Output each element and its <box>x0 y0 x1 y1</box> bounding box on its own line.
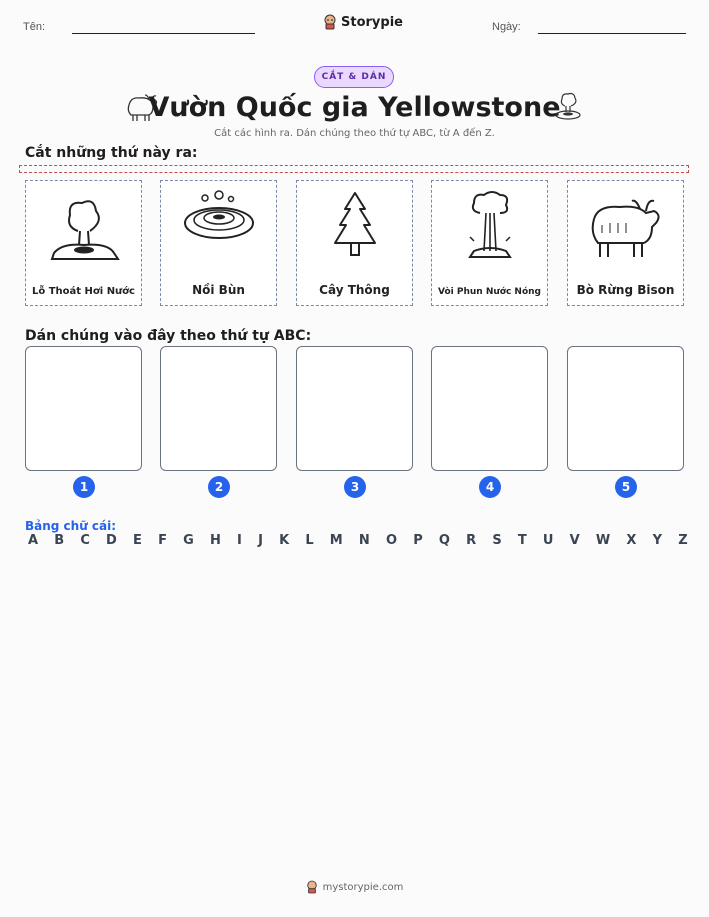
footer <box>0 880 709 894</box>
alphabet-letter: V <box>569 533 580 548</box>
order-number: 5 <box>615 476 637 498</box>
page-title: Vườn Quốc gia Yellowstone <box>148 92 561 123</box>
mud-pot-icon <box>179 189 259 269</box>
alphabet-letter: D <box>106 533 117 548</box>
alphabet-letter: Y <box>652 533 663 548</box>
alphabet-letter: J <box>258 533 263 548</box>
alphabet-letter: Z <box>678 533 688 548</box>
geyser-icon <box>450 189 530 269</box>
pine-tree-icon <box>315 189 395 269</box>
cut-card-fumarole[interactable] <box>25 180 142 306</box>
alphabet-letter: T <box>517 533 527 548</box>
cut-card-geyser[interactable] <box>431 180 548 306</box>
alphabet-letter: K <box>279 533 290 548</box>
alphabet-letter: L <box>305 533 314 548</box>
cut-card-label: Vòi Phun Nước Nóng <box>438 287 541 297</box>
alphabet-letter: I <box>237 533 242 548</box>
fumarole-icon <box>44 189 124 269</box>
paste-box-1[interactable] <box>25 346 142 471</box>
brand-name: Storypie <box>341 14 403 30</box>
alphabet-letter: E <box>133 533 142 548</box>
storypie-mascot-icon <box>323 14 337 30</box>
alphabet-letter: Q <box>438 533 450 548</box>
paste-section-heading: Dán chúng vào đây theo thứ tự ABC: <box>25 328 312 344</box>
alphabet-title: Bảng chữ cái: <box>25 519 117 533</box>
alphabet-letter: R <box>466 533 477 548</box>
paste-box-3[interactable] <box>296 346 413 471</box>
order-number: 4 <box>479 476 501 498</box>
alphabet-letter: F <box>158 533 167 548</box>
alphabet-letter: U <box>542 533 554 548</box>
cut-card-bison[interactable] <box>567 180 684 306</box>
alphabet-row <box>28 533 688 548</box>
cut-card-label: Cây Thông <box>319 283 390 297</box>
alphabet-letter: O <box>385 533 398 548</box>
alphabet-letter: B <box>54 533 65 548</box>
order-number: 3 <box>344 476 366 498</box>
alphabet-letter: A <box>28 533 39 548</box>
footer-url[interactable]: mystorypie.com <box>322 881 404 893</box>
alphabet-letter: G <box>183 533 194 548</box>
name-line[interactable] <box>72 33 255 34</box>
alphabet-letter: W <box>595 533 611 548</box>
alphabet-letter: P <box>413 533 423 548</box>
paste-box-5[interactable] <box>567 346 684 471</box>
name-label: Tên: <box>23 21 46 33</box>
fumarole-icon <box>553 90 583 122</box>
cut-section-heading: Cắt những thứ này ra: <box>25 145 198 161</box>
cut-card-label: Nồi Bùn <box>192 283 245 297</box>
alphabet-letter: S <box>492 533 502 548</box>
storypie-mascot-icon <box>306 880 318 894</box>
cut-card-pine-tree[interactable] <box>296 180 413 306</box>
date-line[interactable] <box>538 33 686 34</box>
order-number: 1 <box>73 476 95 498</box>
alphabet-letter: X <box>626 533 637 548</box>
bison-icon <box>586 189 666 269</box>
alphabet-letter: H <box>209 533 221 548</box>
order-number: 2 <box>208 476 230 498</box>
cut-card-label: Lỗ Thoát Hơi Nước <box>32 286 135 297</box>
instructions: Cắt các hình ra. Dán chúng theo thứ tự ABC, từ A đến Z. <box>214 128 495 139</box>
alphabet-letter: C <box>80 533 90 548</box>
alphabet-letter: M <box>329 533 343 548</box>
activity-badge: CẮT & DÁN <box>314 66 394 88</box>
cut-guide-line <box>19 165 689 173</box>
brand-logo <box>323 14 403 30</box>
cut-card-mud-pot[interactable] <box>160 180 277 306</box>
alphabet-letter: N <box>358 533 370 548</box>
cut-card-label: Bò Rừng Bison <box>576 283 675 297</box>
date-label: Ngày: <box>492 21 521 33</box>
paste-box-2[interactable] <box>160 346 277 471</box>
paste-box-4[interactable] <box>431 346 548 471</box>
